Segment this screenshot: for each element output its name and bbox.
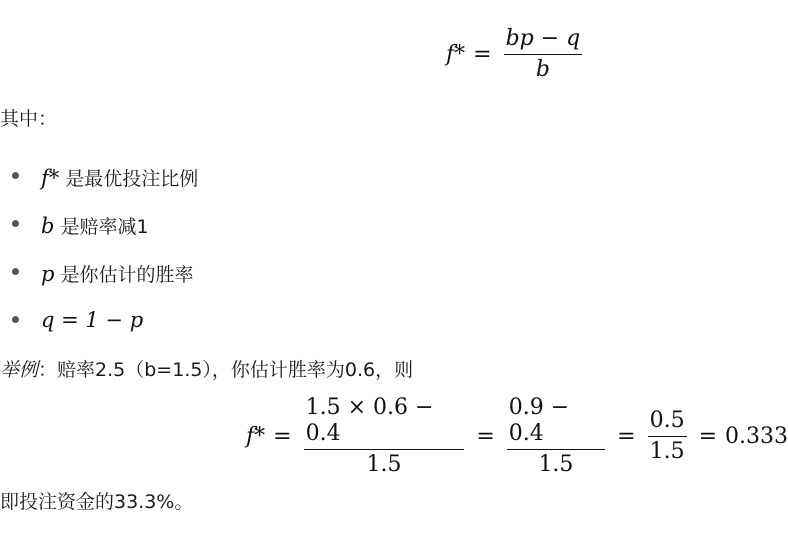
formula-denominator: 1.5: [366, 451, 402, 477]
bullet-dot: [12, 268, 19, 275]
definition-text: 是赔率减1: [60, 216, 149, 238]
formula-denominator: 1.5: [538, 451, 574, 477]
formula-lhs: f*: [246, 423, 266, 449]
formula-denominator: b: [535, 56, 550, 82]
formula-equals: =: [473, 41, 492, 67]
example-paragraph: [0, 358, 413, 382]
definition-text: 是最优投注比例: [65, 168, 199, 190]
formula-equals: =: [476, 423, 495, 449]
fraction-bar: [504, 54, 583, 55]
definition-text: 是你估计的胜率: [60, 264, 194, 286]
bullet-dot: [12, 316, 19, 323]
kelly-formula: [446, 22, 586, 86]
formula-equals: =: [273, 423, 292, 449]
formula-result: 0.333: [725, 423, 788, 449]
formula-fraction: [648, 408, 687, 465]
example-formula: [246, 394, 788, 477]
example-label: 举例: [0, 359, 39, 381]
formula-equals: =: [698, 423, 718, 449]
formula-numerator: 0.5: [649, 407, 685, 433]
definition-symbol: q = 1 − p: [41, 308, 144, 332]
definition-symbol: f*: [41, 165, 60, 190]
example-text: ：赔率2.5（b=1.5），你估计胜率为0.6，则: [38, 359, 414, 381]
formula-denominator: 1.5: [649, 438, 685, 464]
conclusion-text: 即投注资金的33.3%。: [0, 491, 194, 513]
fraction-bar: [304, 449, 465, 450]
formula-equals: =: [617, 423, 636, 449]
definition-symbol: p: [41, 261, 55, 286]
bullet-dot: [12, 220, 19, 227]
fraction-bar: [507, 449, 605, 450]
formula-numerator: bp − q: [505, 25, 581, 51]
definition-symbol: b: [41, 213, 55, 238]
fraction-bar: [648, 436, 687, 437]
formula-fraction: [504, 26, 583, 83]
formula-lhs: f*: [446, 41, 466, 67]
where-label: 其中：: [0, 108, 58, 130]
formula-numerator: 1.5 × 0.6 − 0.4: [305, 394, 434, 446]
formula-fraction: [507, 395, 605, 478]
formula-fraction: [304, 395, 465, 478]
bullet-dot: [12, 172, 19, 179]
formula-numerator: 0.9 − 0.4: [508, 394, 570, 446]
